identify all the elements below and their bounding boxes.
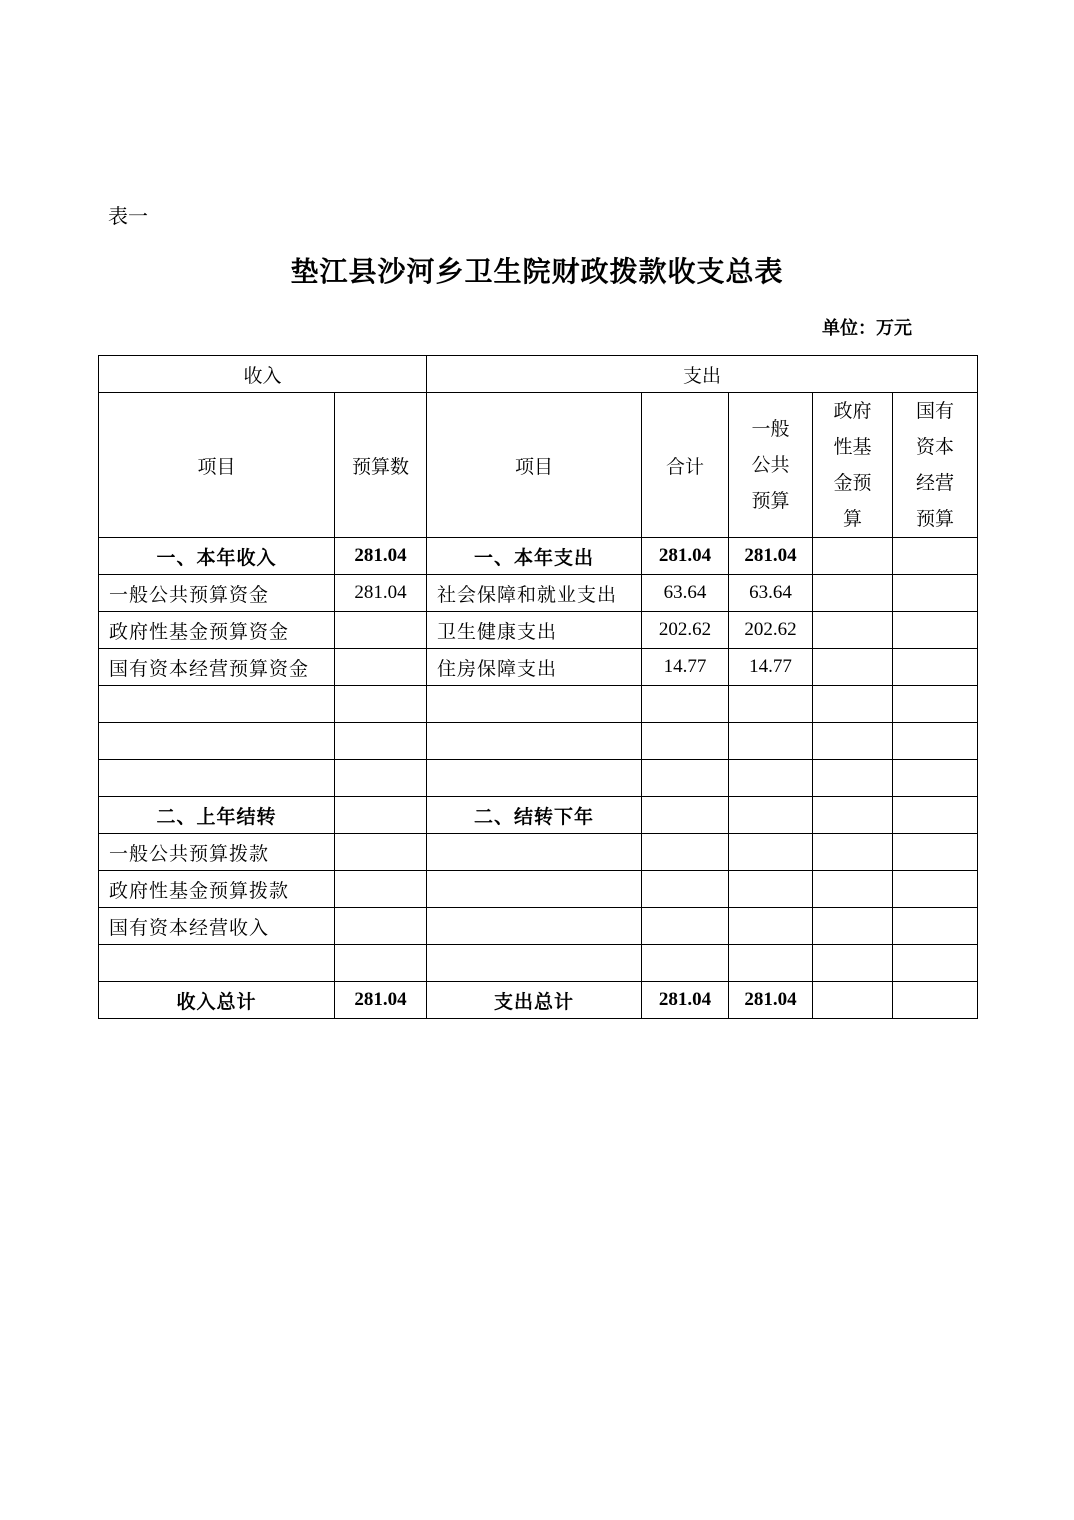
gov-fund-cell (813, 723, 893, 760)
gov-fund-cell (813, 686, 893, 723)
income-amount-cell (335, 908, 427, 945)
state-capital-cell (893, 723, 978, 760)
unit-label: 单位：万元 (822, 318, 912, 339)
general-budget-cell (729, 945, 813, 982)
expense-item-cell (427, 760, 642, 797)
gov-fund-cell (813, 908, 893, 945)
state-capital-cell (893, 945, 978, 982)
table-row (99, 612, 978, 649)
general-budget-cell (729, 723, 813, 760)
budget-summary-table (98, 355, 978, 1019)
table-number-label: 表一 (108, 204, 148, 228)
expense-item-cell (427, 686, 642, 723)
income-item-cell (99, 760, 335, 797)
income-amount-cell (335, 945, 427, 982)
header-general-public-budget: 一般 公共 预算 (729, 393, 813, 538)
header-income: 收入 (99, 356, 427, 393)
gov-fund-cell (813, 575, 893, 612)
gov-fund-cell (813, 649, 893, 686)
gov-fund-cell (813, 871, 893, 908)
expense-total-cell (642, 686, 729, 723)
expense-total-cell: 202.62 (642, 612, 729, 649)
expense-item-cell: 一、本年支出 (427, 538, 642, 575)
income-amount-cell (335, 871, 427, 908)
document-title: 垫江县沙河乡卫生院财政拨款收支总表 (290, 255, 784, 288)
table-row (99, 575, 978, 612)
expense-total-cell (642, 797, 729, 834)
general-budget-cell (729, 686, 813, 723)
general-budget-cell: 281.04 (729, 982, 813, 1019)
table-row (99, 834, 978, 871)
expense-item-cell (427, 723, 642, 760)
header-expense: 支出 (427, 356, 978, 393)
expense-total-cell (642, 760, 729, 797)
table-row (99, 649, 978, 686)
table-row (99, 538, 978, 575)
general-budget-cell: 63.64 (729, 575, 813, 612)
header-state-capital-budget: 国有 资本 经营 预算 (893, 393, 978, 538)
state-capital-cell (893, 612, 978, 649)
expense-item-cell (427, 908, 642, 945)
header-expense-total: 合计 (642, 393, 729, 538)
gov-fund-cell (813, 797, 893, 834)
income-item-cell: 政府性基金预算资金 (99, 612, 335, 649)
income-item-cell: 国有资本经营预算资金 (99, 649, 335, 686)
income-amount-cell (335, 760, 427, 797)
expense-total-cell (642, 834, 729, 871)
expense-item-cell (427, 945, 642, 982)
expense-total-cell (642, 871, 729, 908)
header-gov-fund-budget: 政府 性基 金预 算 (813, 393, 893, 538)
state-capital-cell (893, 834, 978, 871)
expense-item-cell (427, 834, 642, 871)
income-item-cell (99, 945, 335, 982)
state-capital-cell (893, 575, 978, 612)
table-row (99, 797, 978, 834)
expense-item-cell: 支出总计 (427, 982, 642, 1019)
income-item-cell (99, 686, 335, 723)
state-capital-cell (893, 649, 978, 686)
gov-fund-cell (813, 612, 893, 649)
general-budget-cell (729, 797, 813, 834)
expense-total-cell (642, 945, 729, 982)
gov-fund-cell (813, 945, 893, 982)
expense-total-cell (642, 723, 729, 760)
gov-fund-cell (813, 982, 893, 1019)
income-amount-cell (335, 649, 427, 686)
income-amount-cell (335, 612, 427, 649)
expense-total-cell: 14.77 (642, 649, 729, 686)
state-capital-cell (893, 686, 978, 723)
income-item-cell: 一般公共预算资金 (99, 575, 335, 612)
expense-total-cell: 63.64 (642, 575, 729, 612)
header-expense-item: 项目 (427, 393, 642, 538)
table-row (99, 723, 978, 760)
state-capital-cell (893, 760, 978, 797)
header-income-budget: 预算数 (335, 393, 427, 538)
expense-item-cell: 社会保障和就业支出 (427, 575, 642, 612)
expense-total-cell: 281.04 (642, 538, 729, 575)
general-budget-cell (729, 871, 813, 908)
state-capital-cell (893, 908, 978, 945)
general-budget-cell (729, 908, 813, 945)
state-capital-cell (893, 871, 978, 908)
expense-item-cell: 卫生健康支出 (427, 612, 642, 649)
general-budget-cell: 14.77 (729, 649, 813, 686)
income-amount-cell (335, 723, 427, 760)
income-amount-cell (335, 686, 427, 723)
table-row (99, 908, 978, 945)
state-capital-cell (893, 797, 978, 834)
income-item-cell: 一般公共预算拨款 (99, 834, 335, 871)
income-amount-cell: 281.04 (335, 575, 427, 612)
general-budget-cell (729, 834, 813, 871)
income-amount-cell: 281.04 (335, 982, 427, 1019)
expense-total-cell: 281.04 (642, 982, 729, 1019)
header-income-item: 项目 (99, 393, 335, 538)
income-item-cell: 收入总计 (99, 982, 335, 1019)
table-row (99, 686, 978, 723)
header-row-columns (99, 393, 978, 538)
expense-item-cell: 二、结转下年 (427, 797, 642, 834)
income-item-cell: 二、上年结转 (99, 797, 335, 834)
header-row-sections (99, 356, 978, 393)
expense-item-cell (427, 871, 642, 908)
income-item-cell: 一、本年收入 (99, 538, 335, 575)
table-row (99, 871, 978, 908)
state-capital-cell (893, 538, 978, 575)
income-item-cell: 政府性基金预算拨款 (99, 871, 335, 908)
gov-fund-cell (813, 538, 893, 575)
income-amount-cell: 281.04 (335, 538, 427, 575)
table-row (99, 760, 978, 797)
general-budget-cell: 281.04 (729, 538, 813, 575)
gov-fund-cell (813, 760, 893, 797)
income-item-cell: 国有资本经营收入 (99, 908, 335, 945)
income-amount-cell (335, 834, 427, 871)
table-row (99, 945, 978, 982)
general-budget-cell (729, 760, 813, 797)
gov-fund-cell (813, 834, 893, 871)
general-budget-cell: 202.62 (729, 612, 813, 649)
state-capital-cell (893, 982, 978, 1019)
table-row (99, 982, 978, 1019)
income-amount-cell (335, 797, 427, 834)
expense-item-cell: 住房保障支出 (427, 649, 642, 686)
income-item-cell (99, 723, 335, 760)
expense-total-cell (642, 908, 729, 945)
